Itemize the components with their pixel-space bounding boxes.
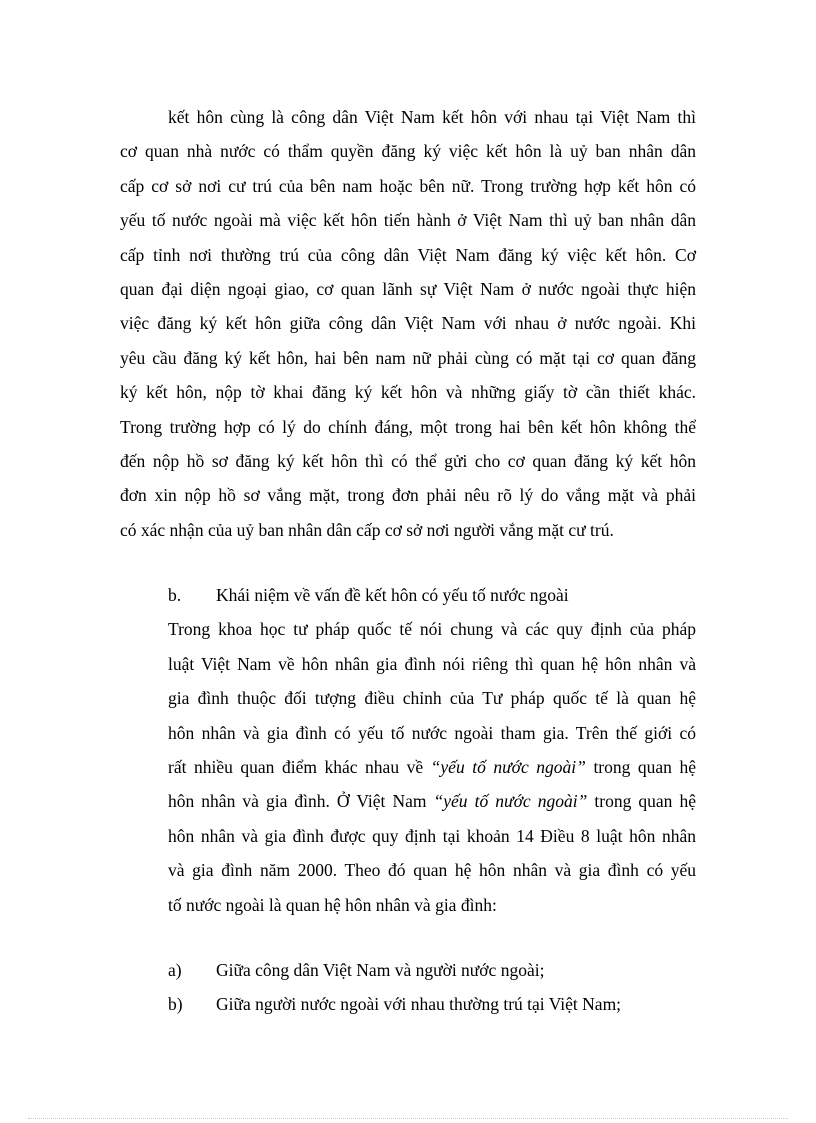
text-run: luật Việt Nam về hôn nhân gia đình nói riêng thì quan hệ hôn nhân và xyxy=(168,653,696,674)
foreign-element-list xyxy=(168,953,696,1022)
list-item xyxy=(168,987,696,1021)
text-run: Trong khoa học tư pháp quốc tế nói chung và các quy định của pháp xyxy=(168,619,696,640)
paragraph-line: cơ quan nhà nước có thẩm quyền đăng ký việc kết hôn là uỷ ban nhân dân xyxy=(120,141,696,162)
section-marker: b. xyxy=(168,585,182,605)
italic-term: “yếu tố nước ngoài” xyxy=(433,791,588,812)
text-run: trong quan hệ xyxy=(585,756,696,777)
page-bottom-divider xyxy=(28,1118,788,1119)
paragraph-line: quan đại diện ngoại giao, cơ quan lãnh sự Việt Nam ở nước ngoài thực hiện xyxy=(120,278,696,299)
text-run: rất nhiều quan điểm khác nhau về xyxy=(168,756,431,777)
section-b xyxy=(168,578,696,922)
text-run: trong quan hệ xyxy=(587,791,696,812)
section-title: Khái niệm về vấn đề kết hôn có yếu tố nước ngoài xyxy=(216,585,569,605)
text-run: hôn nhân và gia đình. Ở Việt Nam xyxy=(168,791,434,812)
paragraph-line: Trong trường hợp có lý do chính đáng, một trong hai bên kết hôn không thể xyxy=(120,416,696,437)
section-line xyxy=(168,819,696,853)
section-line xyxy=(168,647,696,681)
paragraph-line: kết hôn cùng là công dân Việt Nam kết hôn với nhau tại Việt Nam thì xyxy=(168,107,696,127)
paragraph-line: cấp tỉnh nơi thường trú của công dân Việt Nam đăng ký việc kết hôn. Cơ xyxy=(120,244,696,265)
section-line xyxy=(168,750,696,784)
list-item-text: Giữa công dân Việt Nam và người nước ngoài; xyxy=(216,960,545,980)
section-line xyxy=(168,888,696,922)
text-run: tố nước ngoài là quan hệ hôn nhân và gia đình: xyxy=(168,894,497,915)
section-body xyxy=(168,612,696,922)
section-line xyxy=(168,716,696,750)
paragraph-line: ký kết hôn, nộp tờ khai đăng ký kết hôn và những giấy tờ cần thiết khác. xyxy=(120,382,696,403)
paragraph-line: yêu cầu đăng ký kết hôn, hai bên nam nữ phải cùng có mặt tại cơ quan đăng xyxy=(120,347,696,368)
paragraph-line: việc đăng ký kết hôn giữa công dân Việt Nam với nhau ở nước ngoài. Khi xyxy=(120,313,696,334)
paragraph-line: cấp cơ sở nơi cư trú của bên nam hoặc bên nữ. Trong trường hợp kết hôn có xyxy=(120,175,696,196)
text-run: hôn nhân và gia đình được quy định tại khoản 14 Điều 8 luật hôn nhân xyxy=(168,825,696,846)
section-line xyxy=(168,612,696,646)
section-line xyxy=(168,784,696,818)
section-heading xyxy=(168,578,696,612)
paragraph-line: đến nộp hồ sơ đăng ký kết hôn thì có thể gửi cho cơ quan đăng ký kết hôn xyxy=(120,450,696,471)
section-line xyxy=(168,681,696,715)
section-line xyxy=(168,853,696,887)
text-run: gia đình thuộc đối tượng điều chỉnh của Tư pháp quốc tế là quan hệ xyxy=(168,688,696,709)
italic-term: “yếu tố nước ngoài” xyxy=(430,756,586,777)
list-item xyxy=(168,953,696,987)
list-marker: a) xyxy=(168,960,182,980)
list-marker: b) xyxy=(168,994,183,1015)
text-run: hôn nhân và gia đình có yếu tố nước ngoài tham gia. Trên thế giới có xyxy=(168,722,696,743)
list-item-text: Giữa người nước ngoài với nhau thường trú tại Việt Nam; xyxy=(216,994,622,1015)
paragraph-line: đơn xin nộp hồ sơ vắng mặt, trong đơn phải nêu rõ lý do vắng mặt và phải xyxy=(120,485,696,506)
paragraph-line: có xác nhận của uỷ ban nhân dân cấp cơ sở nơi người vắng mặt cư trú. xyxy=(120,519,614,540)
text-run: và gia đình năm 2000. Theo đó quan hệ hôn nhân và gia đình có yếu xyxy=(168,860,696,881)
paragraph-line: yếu tố nước ngoài mà việc kết hôn tiến hành ở Việt Nam thì uỷ ban nhân dân xyxy=(120,210,696,231)
paragraph-marriage-registration xyxy=(120,100,696,547)
